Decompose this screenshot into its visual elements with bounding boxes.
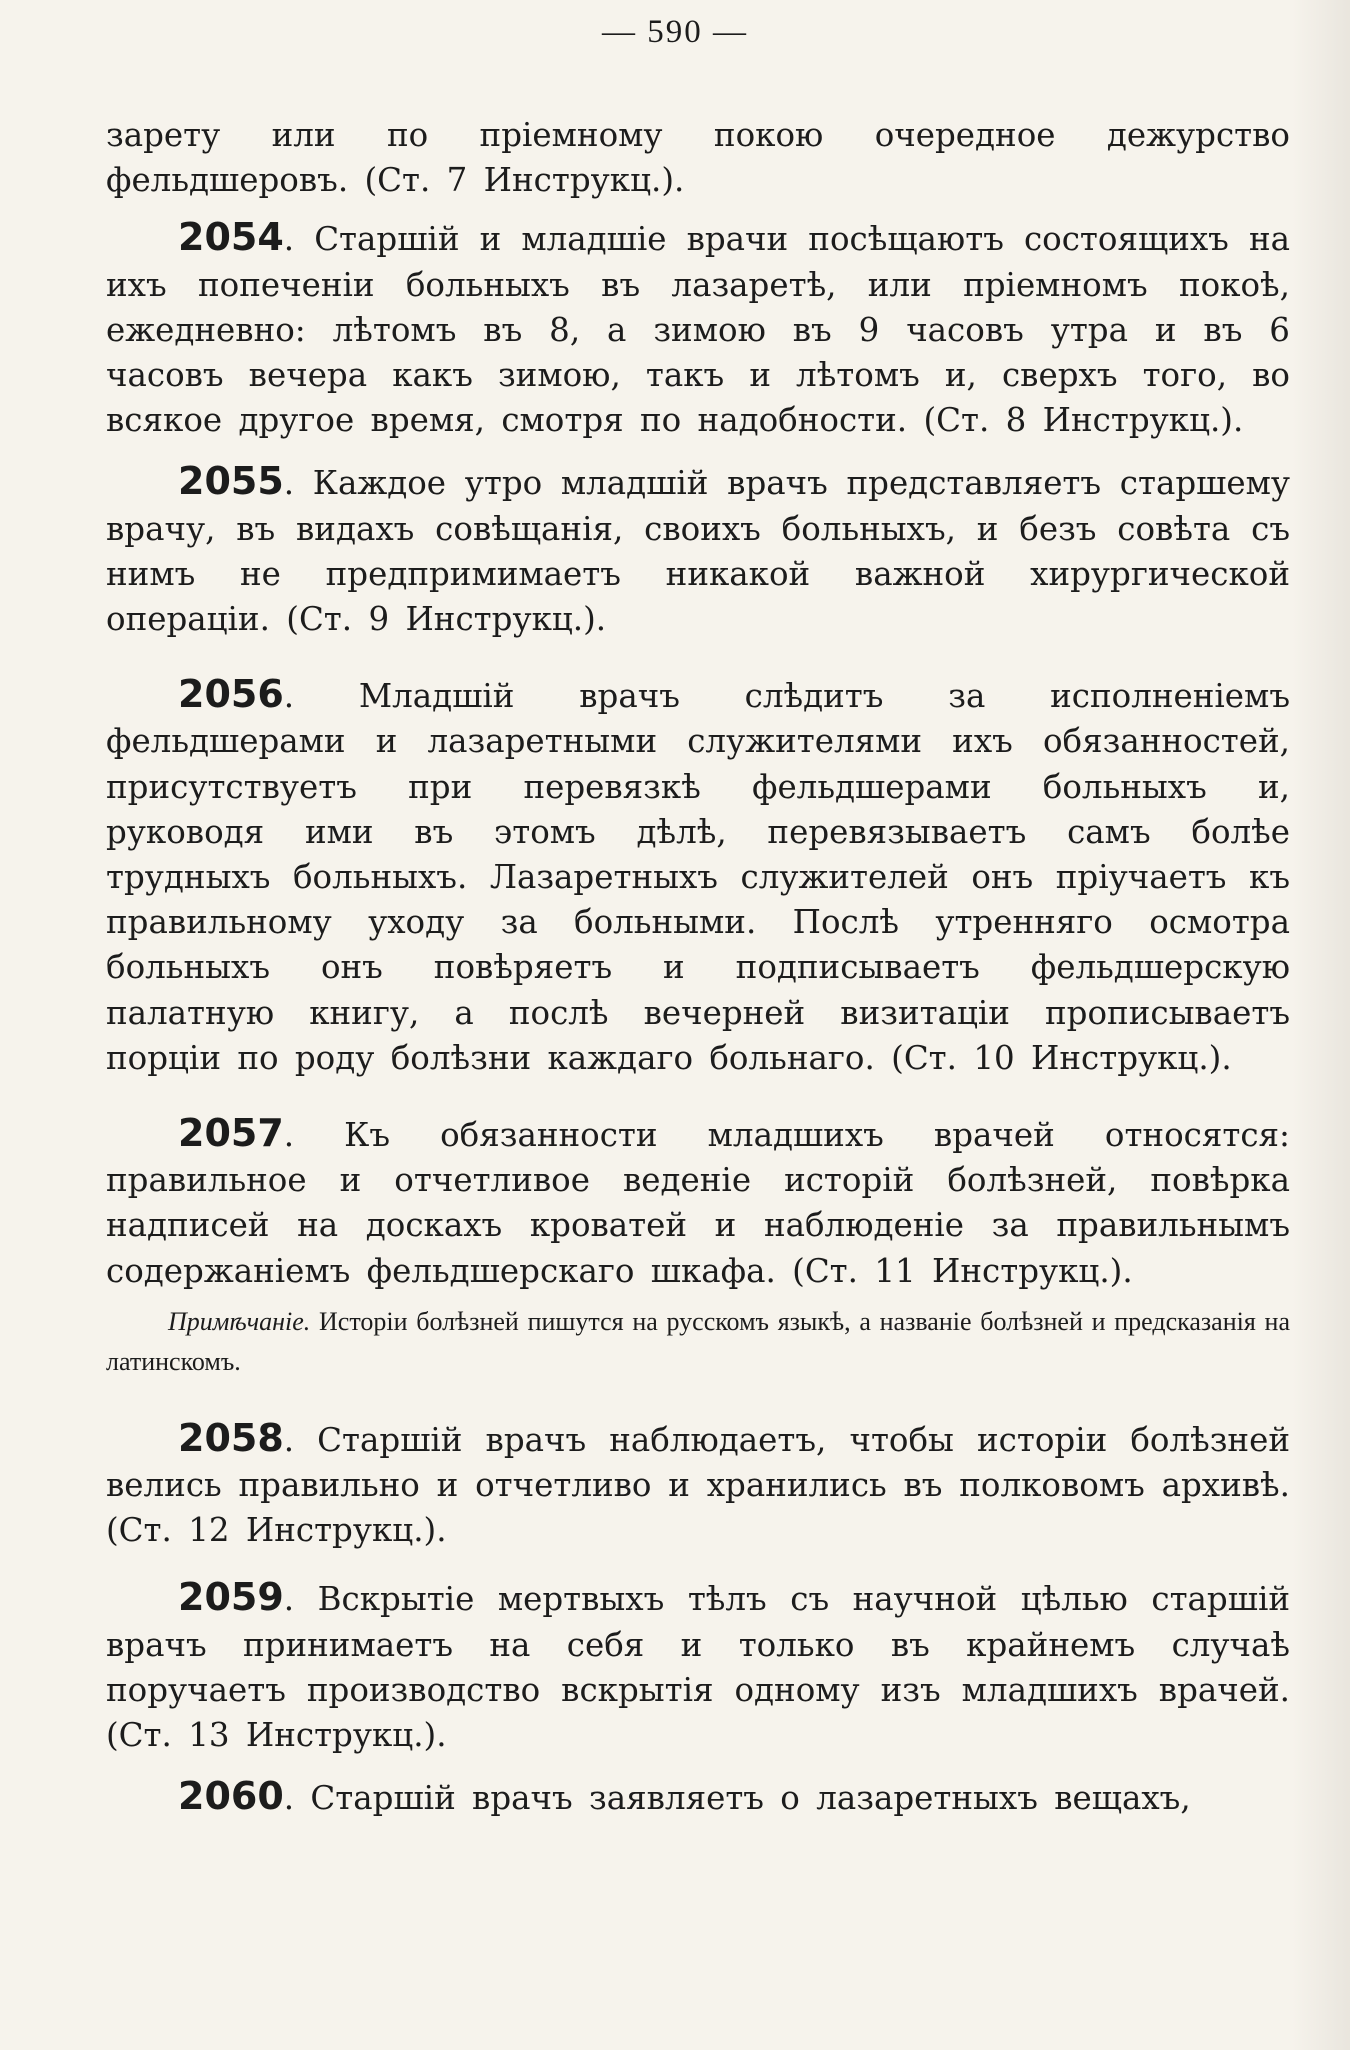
article-2054 xyxy=(106,215,1290,443)
article-text: . Старшій и младшіе врачи посѣщаютъ состоящихъ на ихъ попеченіи больныхъ въ лазаретѣ, или пріемномъ покоѣ, ежедневно: лѣтомъ въ 8, а зимою въ 9 часовъ утра и въ 6 часовъ вечера какъ зимою, такъ и лѣтомъ и, сверхъ того, во всякое другое время, смотря по надобности. (Ст. 8 Инструкц.). xyxy=(106,220,1290,440)
page-number: — 590 — xyxy=(602,14,748,50)
article-text: . Старшій врачъ наблюдаетъ, чтобы исторіи болѣзней велись правильно и отчетливо и хранились въ полковомъ архивѣ. (Ст. 12 Инструкц.). xyxy=(106,1420,1290,1550)
note-text: Исторіи болѣзней пишутся на русскомъ языкѣ, а названіе болѣзней и предсказанія на латинскомъ. xyxy=(106,1306,1290,1376)
page-body xyxy=(106,113,1290,1840)
footnote xyxy=(106,1302,1290,1382)
article-2055 xyxy=(106,459,1290,642)
article-number: 2059 xyxy=(178,1575,284,1620)
article-2057 xyxy=(106,1111,1290,1294)
article-number: 2060 xyxy=(178,1774,284,1819)
article-text: . Младшій врачъ слѣдитъ за исполненіемъ фельдшерами и лазаретными служителями ихъ обязанностей, присутствуетъ при перевязкѣ фельдшерами больныхъ и, руководя ими въ этомъ дѣлѣ, перевязываетъ самъ болѣе трудныхъ больныхъ. Лазаретныхъ служителей онъ пріучаетъ къ правильному уходу за больными. Послѣ утренняго осмотра больныхъ онъ повѣряетъ и подписываетъ фельдшерскую палатную книгу, а послѣ вечерней визитаціи прописываетъ порціи по роду болѣзни каждаго больнаго. (Ст. 10 Инструкц.). xyxy=(106,677,1290,1077)
article-text: . Старшій врачъ заявляетъ о лазаретныхъ вещахъ, xyxy=(283,1779,1191,1818)
article-2059 xyxy=(106,1575,1290,1758)
article-text: . Вскрытіе мертвыхъ тѣлъ съ научной цѣлью старшій врачъ принимаетъ на себя и только въ крайнемъ случаѣ поручаетъ производство вскрытія одному изъ младшихъ врачей. (Ст. 13 Инструкц.). xyxy=(106,1580,1290,1755)
article-number: 2054 xyxy=(178,215,284,260)
page-edge-shadow xyxy=(1292,0,1350,2050)
article-number: 2058 xyxy=(178,1415,284,1460)
article-number: 2055 xyxy=(178,459,284,504)
article-number: 2057 xyxy=(178,1111,284,1156)
article-number: 2056 xyxy=(178,672,284,717)
article-text: . Каждое утро младшій врачъ представляетъ старшему врачу, въ видахъ совѣщанія, своихъ больныхъ, и безъ совѣта съ нимъ не предпримимаетъ никакой важной хирургической операціи. (Ст. 9 Инструкц.). xyxy=(106,464,1290,639)
article-2060 xyxy=(106,1774,1290,1821)
continuation-paragraph: зарету или по пріемному покою очередное дежурство фельдшеровъ. (Ст. 7 Инструкц.). xyxy=(106,116,1290,200)
article-2058 xyxy=(106,1416,1290,1554)
article-2056 xyxy=(106,672,1290,1081)
article-text: . Къ обязанности младшихъ врачей относятся: правильное и отчетливое веденіе исторій болѣзней, повѣрка надписей на доскахъ кроватей и наблюденіе за правильнымъ содержаніемъ фельдшерскаго шкафа. (Ст. 11 Инструкц.). xyxy=(106,1116,1290,1290)
note-label: Примѣчаніе. xyxy=(168,1306,311,1336)
